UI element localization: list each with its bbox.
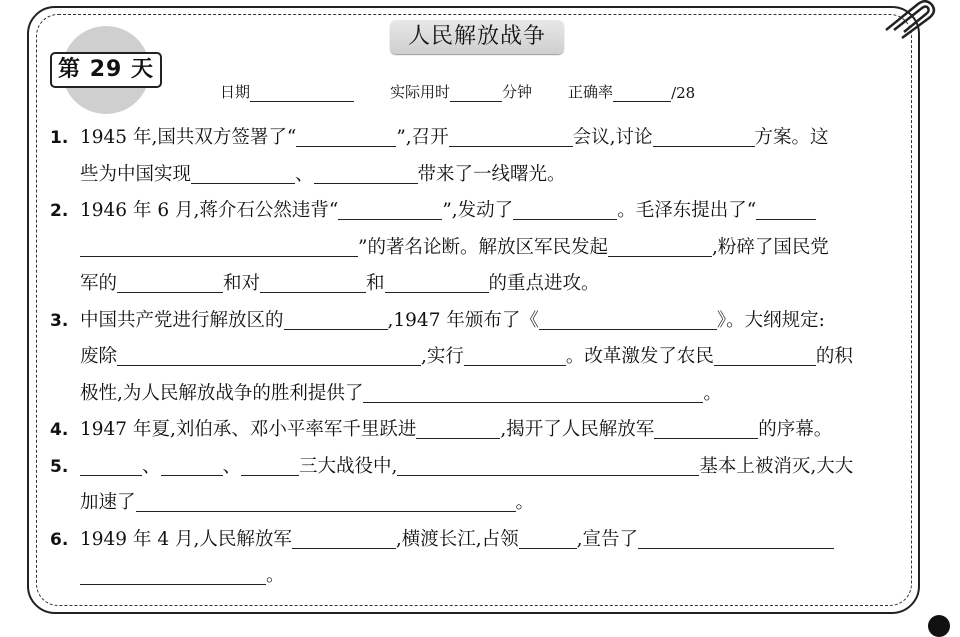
answer-blank[interactable] [161, 453, 223, 476]
question-line [80, 339, 908, 376]
answer-blank[interactable] [539, 307, 717, 330]
question-text: 、 [295, 163, 314, 185]
question-text: ,粉碎了国民党 [711, 236, 829, 258]
accuracy-label: 正确率 [568, 83, 614, 101]
question-number: 4. [50, 420, 69, 440]
question-text: ”的著名论断。解放区军民发起 [358, 236, 608, 258]
question-text: 。 [515, 492, 535, 513]
answer-blank[interactable] [80, 453, 142, 476]
question-text: 。 [703, 382, 722, 404]
answer-blank[interactable] [449, 124, 573, 147]
question-text: 军的 [80, 273, 118, 294]
question-number: 1. [50, 128, 69, 148]
answer-blank[interactable] [756, 197, 816, 220]
question-text: 、 [222, 455, 242, 477]
question-2 [50, 193, 908, 303]
question-line [80, 522, 908, 559]
answer-blank[interactable] [653, 124, 755, 147]
question-text: 和 [366, 273, 385, 294]
question-text: 。改革激发了农民 [565, 346, 714, 367]
question-line [80, 485, 908, 522]
answer-blank[interactable] [464, 343, 566, 366]
day-badge [50, 26, 166, 114]
answer-blank[interactable] [338, 197, 442, 220]
answer-blank[interactable] [314, 161, 418, 184]
accuracy-total: /28 [671, 84, 696, 102]
answer-blank[interactable] [284, 307, 388, 330]
question-line [80, 193, 908, 230]
question-text: 1946 年 6 月,蒋介石公然违背“ [80, 200, 339, 221]
question-text: ,1947 年颁布了《 [387, 309, 539, 331]
question-6 [50, 522, 908, 595]
answer-blank[interactable] [260, 270, 366, 293]
question-4 [50, 412, 908, 449]
question-text: 。毛泽东提出了“ [617, 200, 757, 221]
meta-row [220, 80, 900, 102]
answer-blank[interactable] [416, 416, 500, 439]
question-line [80, 157, 908, 194]
question-text: 的重点进攻。 [488, 273, 600, 294]
time-label: 实际用时 [390, 83, 451, 101]
question-text: 极性,为人民解放战争的胜利提供了 [80, 382, 364, 404]
question-number: 2. [50, 201, 69, 221]
question-text: ”,召开 [396, 127, 449, 148]
minutes-label: 分钟 [502, 83, 533, 101]
question-3 [50, 303, 908, 413]
question-number: 6. [50, 529, 69, 550]
answer-blank[interactable] [80, 562, 266, 585]
question-text: 些为中国实现 [80, 163, 192, 185]
question-line [80, 449, 908, 486]
question-line [80, 412, 908, 449]
answer-blank[interactable] [241, 453, 299, 476]
question-text: ,揭开了人民解放军 [500, 419, 655, 440]
answer-blank[interactable] [397, 453, 699, 476]
question-line [80, 230, 908, 267]
question-text: ,实行 [421, 346, 464, 367]
question-text: 加速了 [80, 492, 136, 513]
answer-blank[interactable] [191, 161, 295, 184]
question-text: 方案。这 [754, 127, 829, 148]
question-text: 废除 [80, 346, 118, 367]
answer-blank[interactable] [638, 526, 834, 549]
answer-blank[interactable] [654, 416, 758, 439]
page-title: 人民解放战争 [390, 20, 564, 54]
question-1 [50, 120, 908, 193]
question-line [80, 558, 908, 595]
day-badge-label: 第 29 天 [50, 52, 162, 88]
question-text: 会议,讨论 [572, 127, 653, 148]
question-line [80, 376, 908, 413]
answer-blank[interactable] [363, 380, 703, 403]
answer-blank[interactable] [608, 234, 712, 257]
question-text: 带来了一线曙光。 [417, 163, 566, 185]
question-text: 。 [266, 565, 285, 586]
question-number: 5. [50, 456, 69, 477]
answer-blank[interactable] [117, 343, 421, 366]
question-line [80, 266, 908, 303]
question-text: ,横渡长江,占领 [395, 528, 519, 550]
question-text: 1945 年,国共双方签署了“ [80, 127, 297, 148]
accuracy-blank[interactable] [613, 85, 671, 102]
question-text: ”,发动了 [442, 200, 514, 221]
question-text: 1949 年 4 月,人民解放军 [80, 528, 292, 550]
answer-blank[interactable] [513, 197, 617, 220]
question-text: 1947 年夏,刘伯承、邓小平率军千里跃进 [80, 419, 417, 440]
question-5 [50, 449, 908, 522]
question-text: 三大战役中, [299, 455, 398, 477]
question-text: ,宣告了 [576, 528, 639, 550]
question-text: 基本上被消灭,大大 [699, 455, 854, 477]
question-number: 3. [50, 310, 69, 331]
answer-blank[interactable] [136, 489, 516, 512]
date-label: 日期 [220, 83, 251, 101]
date-blank[interactable] [250, 85, 354, 102]
question-text: 和对 [223, 273, 261, 294]
answer-blank[interactable] [292, 526, 396, 549]
question-line [80, 120, 908, 157]
corner-dot-icon [928, 615, 950, 637]
answer-blank[interactable] [385, 270, 489, 293]
answer-blank[interactable] [296, 124, 396, 147]
question-list [50, 120, 908, 595]
question-text: 的序幕。 [758, 419, 833, 440]
answer-blank[interactable] [80, 234, 358, 257]
question-line [80, 303, 908, 340]
answer-blank[interactable] [519, 526, 577, 549]
paper-clip-icon [878, 0, 938, 40]
answer-blank[interactable] [714, 343, 816, 366]
question-text: 、 [142, 455, 161, 477]
question-text: 中国共产党进行解放区的 [80, 309, 284, 331]
time-blank[interactable] [450, 85, 502, 102]
question-text: 》。大纲规定: [716, 309, 825, 331]
question-text: 的积 [815, 346, 853, 367]
answer-blank[interactable] [117, 270, 223, 293]
